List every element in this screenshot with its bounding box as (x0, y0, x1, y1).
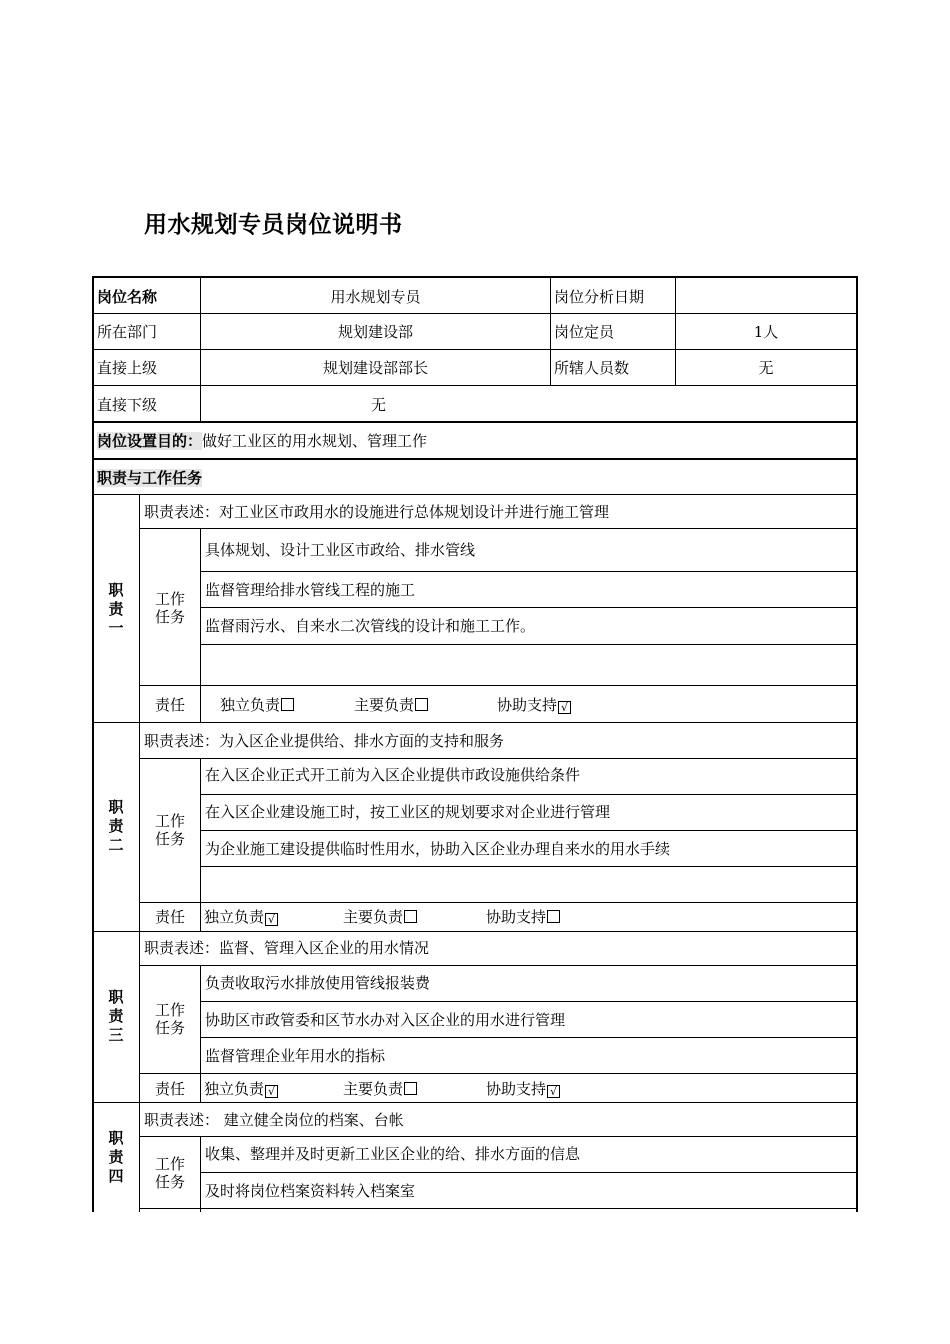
duty-2-resp-assist: 协助支持 (486, 908, 560, 926)
label-department: 所在部门 (97, 323, 158, 341)
checkbox-checked: √ (265, 913, 278, 926)
duty-4-task-label: 工作 任务 (154, 1155, 185, 1191)
duty-1-label: 职 责 一 (108, 581, 124, 637)
duty-3-resp-main: 主要负责 (343, 1080, 417, 1098)
checkbox (415, 698, 428, 711)
duty-3-resp-independent: 独立负责 √ (204, 1080, 278, 1098)
duty-2-task-label: 工作 任务 (154, 812, 185, 848)
value-headcount: 1人 (753, 323, 779, 341)
duty-2-description: 职责表述：为入区企业提供给、排水方面的支持和服务 (144, 732, 505, 750)
purpose-row (97, 432, 427, 450)
duty-4-label: 职 责 四 (108, 1129, 124, 1185)
duty-3-label: 职 责 三 (108, 988, 124, 1044)
value-position-name: 用水规划专员 (330, 288, 421, 306)
table-border-right (856, 276, 858, 1212)
table-border-left (92, 276, 94, 1212)
duty-1-task-label: 工作 任务 (154, 590, 185, 626)
label-position-name: 岗位名称 (97, 288, 158, 306)
checkbox-checked: √ (547, 1085, 560, 1098)
duty-1-description: 职责表述：对工业区市政用水的设施进行总体规划设计并进行施工管理 (144, 503, 610, 521)
duty-3-task-1: 负责收取污水排放使用管线报装费 (205, 974, 431, 992)
duty-3-description: 职责表述：监督、管理入区企业的用水情况 (144, 939, 430, 957)
duty-2-task-3: 为企业施工建设提供临时性用水，协助入区企业办理自来水的用水手续 (205, 840, 671, 858)
checkbox-checked: √ (558, 701, 571, 714)
duty-2-task-2: 在入区企业建设施工时，按工业区的规划要求对企业进行管理 (205, 803, 611, 821)
duty-1-task-1: 具体规划、设计工业区市政给、排水管线 (205, 541, 476, 559)
value-subordinate-count: 无 (758, 359, 774, 377)
document-title: 用水规划专员岗位说明书 (144, 212, 403, 238)
duty-2-resp-main: 主要负责 (343, 908, 417, 926)
duty-2-resp-label: 责任 (154, 908, 185, 926)
duties-header: 职责与工作任务 (97, 469, 203, 487)
checkbox (404, 910, 417, 923)
label-direct-superior: 直接上级 (97, 359, 158, 377)
purpose-text: 做好工业区的用水规划、管理工作 (202, 432, 428, 450)
label-analysis-date: 岗位分析日期 (554, 288, 645, 306)
duty-3-resp-label: 责任 (154, 1080, 185, 1098)
duty-1-task-2: 监督管理给排水管线工程的施工 (205, 581, 416, 599)
duty-4-task-1: 收集、整理并及时更新工业区企业的给、排水方面的信息 (205, 1145, 581, 1163)
duty-3-resp-assist: 协助支持 √ (486, 1080, 560, 1098)
label-direct-subordinate: 直接下级 (97, 396, 158, 414)
duty-4-description: 职责表述： 建立健全岗位的档案、台帐 (144, 1111, 404, 1129)
label-subordinate-count: 所辖人员数 (554, 359, 630, 377)
value-direct-superior: 规划建设部部长 (322, 359, 428, 377)
checkbox (547, 910, 560, 923)
duty-3-task-3: 监督管理企业年用水的指标 (205, 1047, 386, 1065)
duty-1-resp-independent: 独立负责 (220, 696, 294, 714)
value-direct-subordinate: 无 (370, 396, 386, 414)
duty-1-task-3: 监督雨污水、自来水二次管线的设计和施工工作。 (205, 617, 536, 635)
duty-1-resp-assist: 协助支持 √ (497, 696, 571, 714)
purpose-label: 岗位设置目的： (97, 432, 203, 450)
duty-1-resp-label: 责任 (154, 696, 185, 714)
duty-1-resp-main: 主要负责 (354, 696, 428, 714)
value-department: 规划建设部 (337, 323, 413, 341)
duty-3-task-label: 工作 任务 (154, 1001, 185, 1037)
duty-2-task-1: 在入区企业正式开工前为入区企业提供市政设施供给条件 (205, 766, 581, 784)
duty-4-task-2: 及时将岗位档案资料转入档案室 (205, 1182, 416, 1200)
label-headcount: 岗位定员 (554, 323, 615, 341)
duty-2-label: 职 责 二 (108, 798, 124, 854)
table-border-top (92, 276, 858, 278)
checkbox-checked: √ (265, 1085, 278, 1098)
duty-3-task-2: 协助区市政管委和区节水办对入区企业的用水进行管理 (205, 1011, 566, 1029)
checkbox (404, 1082, 417, 1095)
duty-2-resp-independent: 独立负责 √ (204, 908, 278, 926)
checkbox (281, 698, 294, 711)
job-description-table (92, 276, 858, 1212)
